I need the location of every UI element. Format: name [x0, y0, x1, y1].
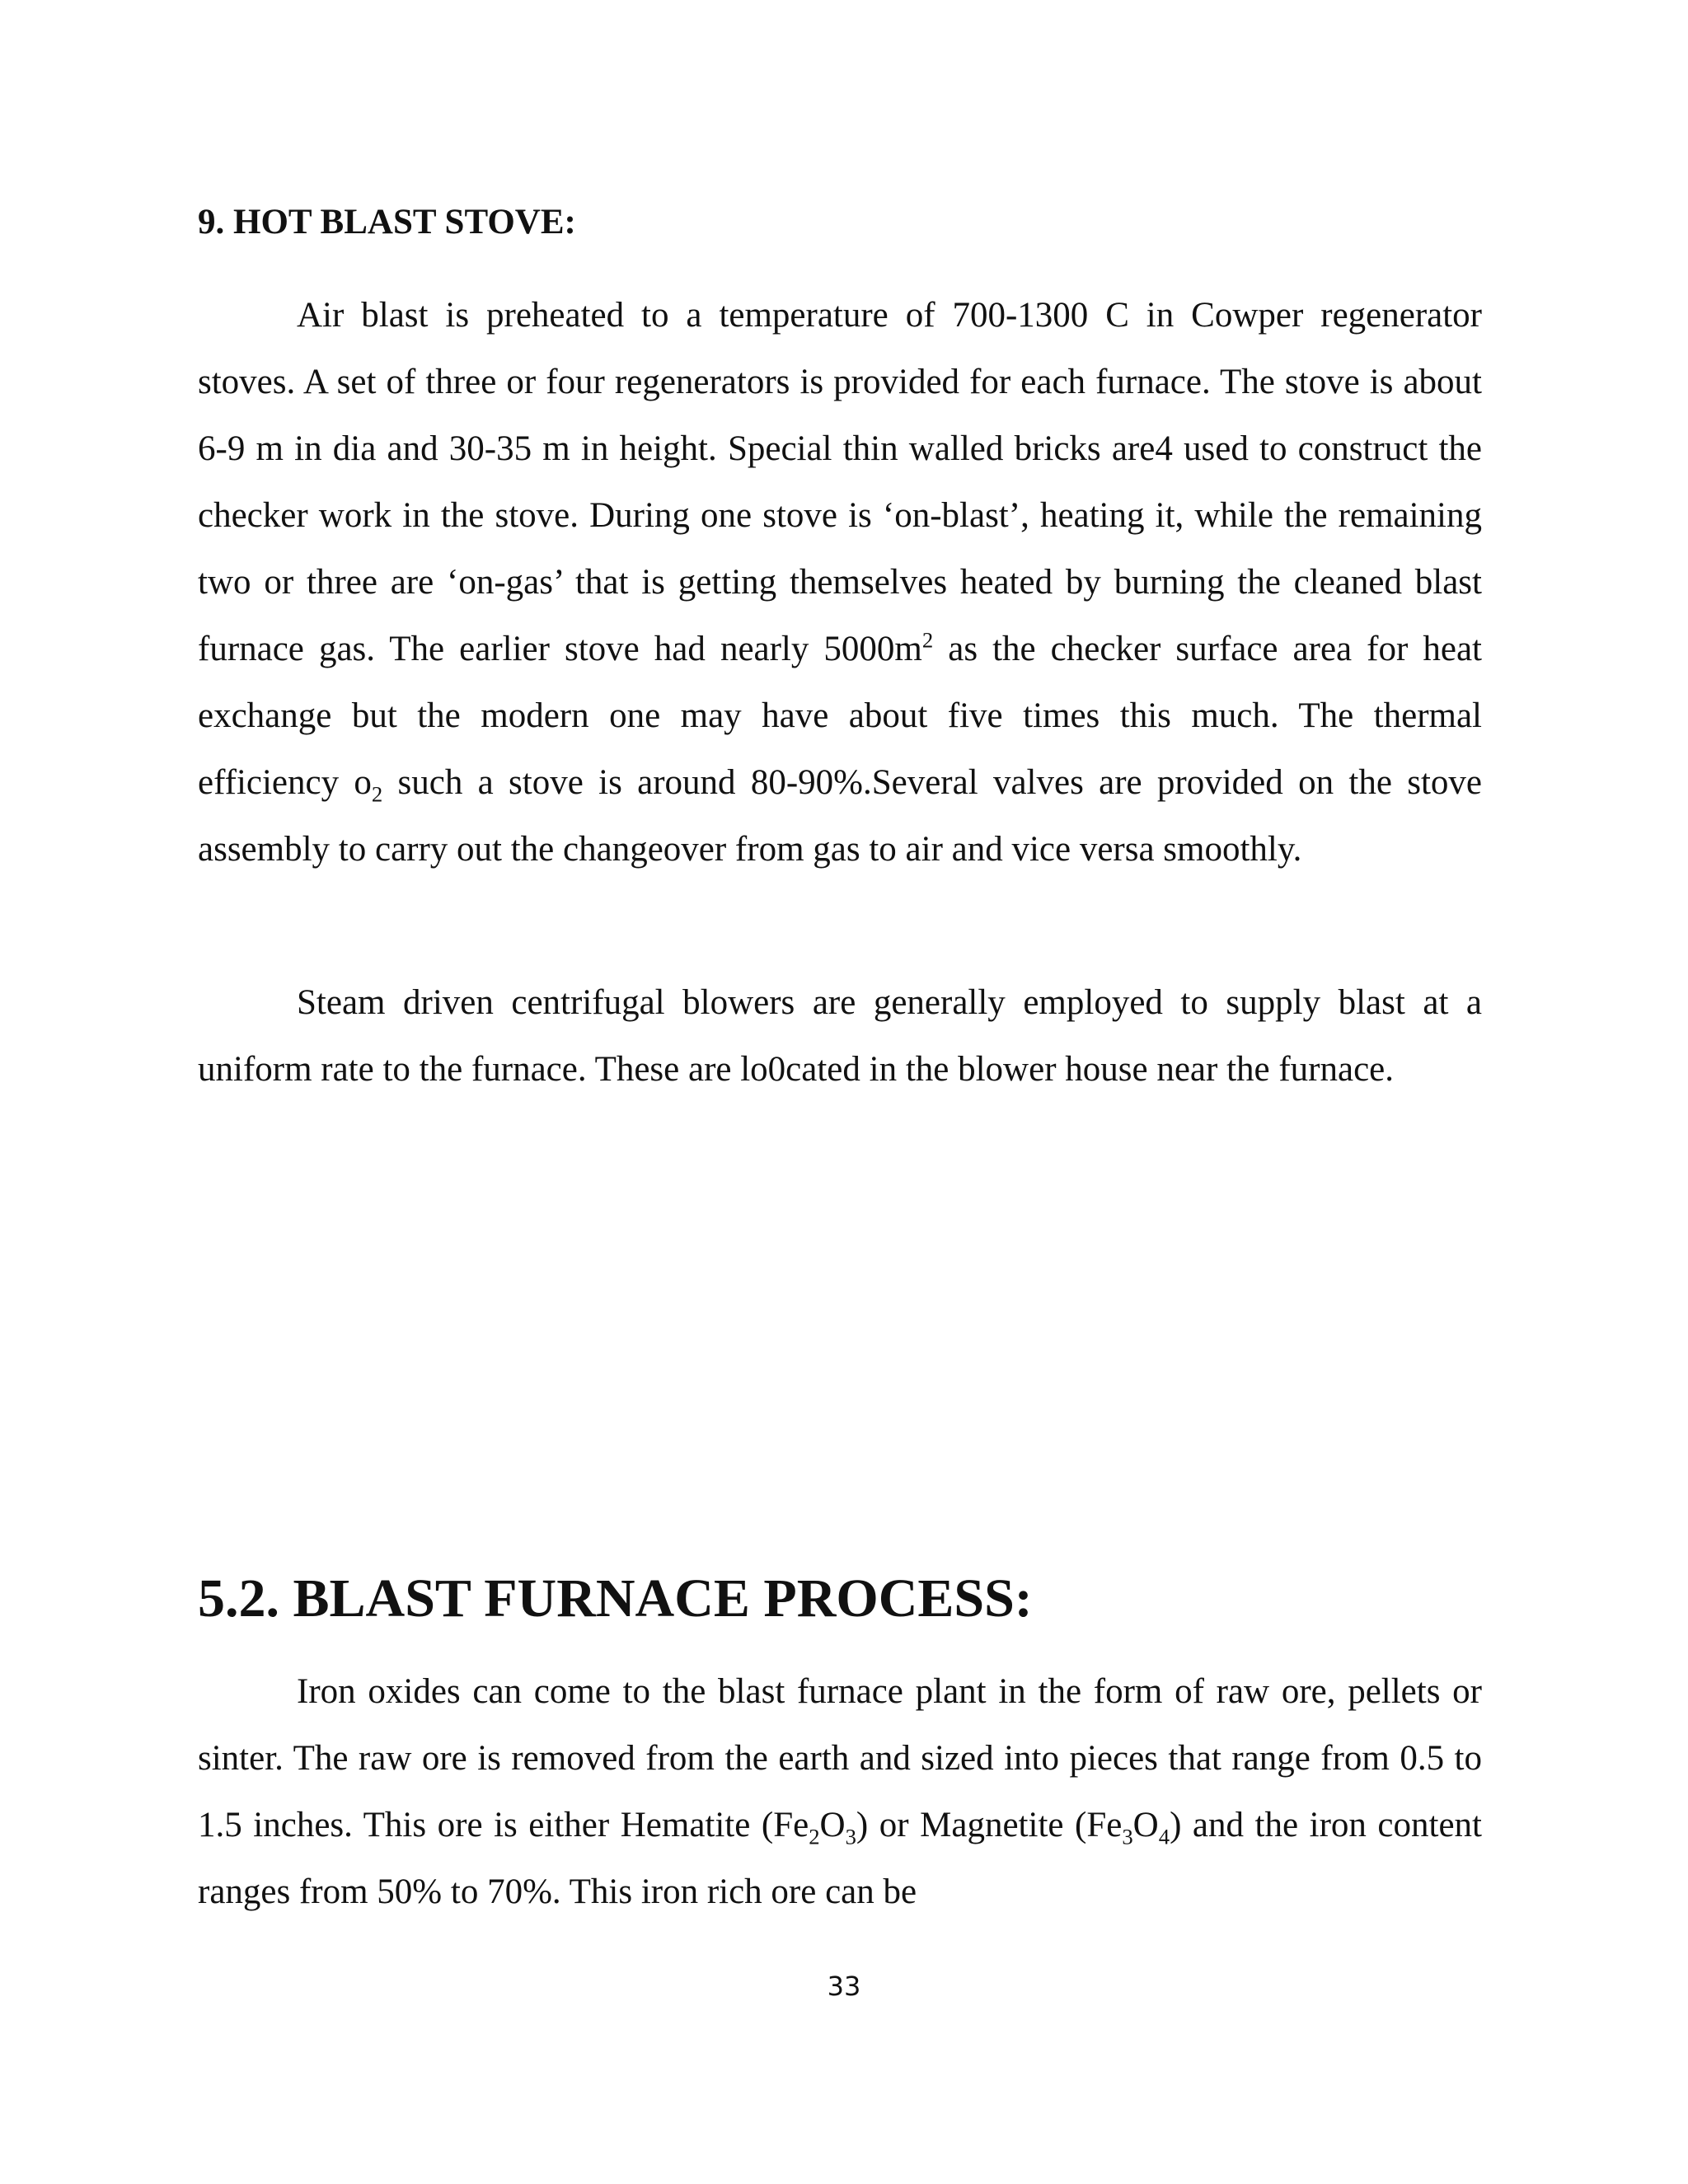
text-run: such a stove is around 80-90%.Several valves are provided on the stove assembly to carry out the changeover from gas to air and vice versa smoothly. [198, 763, 1482, 869]
paragraph-hot-blast-stove-2: Steam driven centrifugal blowers are generally employed to supply blast at a uniform rate to the furnace. These are lo0cated in the blower house near the furnace. [198, 983, 1482, 1089]
text-run: Iron oxides can come to the blast furnace plant in the form of raw ore, pellets or sinter. The raw ore is removed from the earth and sized into pieces that range from 0.5 to 1.5 inches. This ore is either Hematite (Fe [198, 1672, 1482, 1844]
superscript: 2 [921, 627, 934, 653]
paragraph-hot-blast-stove-1 [198, 282, 1482, 883]
subscript: 2 [809, 1824, 820, 1849]
text-run: Air blast is preheated to a temperature of 700-1300 C in Cowper regenerator stoves. A set of three or four regenerators is provided for each furnace. The stove is about 6-9 m in dia and 30-35 m in height. Special thin walled bricks are4 used to construct the checker work in the stove. During one stove is ‘on-blast’, heating it, while the remaining two or three are ‘on-gas’ that is getting themselves heated by burning the cleaned blast furnace gas. The earlier stove had nearly 5000m [198, 296, 1482, 668]
page-number: 33 [827, 1971, 861, 2002]
paragraph-blast-furnace-process-1 [198, 1658, 1482, 1925]
text-run: ) or Magnetite (Fe [856, 1806, 1123, 1844]
section-heading-blast-furnace-process: 5.2. BLAST FURNACE PROCESS: [198, 1568, 1033, 1629]
subscript: 4 [1158, 1824, 1170, 1849]
text-run: O [819, 1806, 846, 1844]
section-heading-hot-blast-stove: 9. HOT BLAST STOVE: [198, 203, 576, 241]
text-run: ) and the iron content ranges from 50% to 70%. This iron rich ore can be [198, 1806, 1482, 1911]
text-run: O [1132, 1806, 1159, 1844]
subscript: 3 [1122, 1824, 1133, 1849]
subscript: 3 [845, 1824, 856, 1849]
text-run: as the checker surface area for heat exchange but the modern one may have about five times this much. The thermal efficiency o [198, 630, 1482, 802]
subscript: 2 [371, 781, 383, 807]
